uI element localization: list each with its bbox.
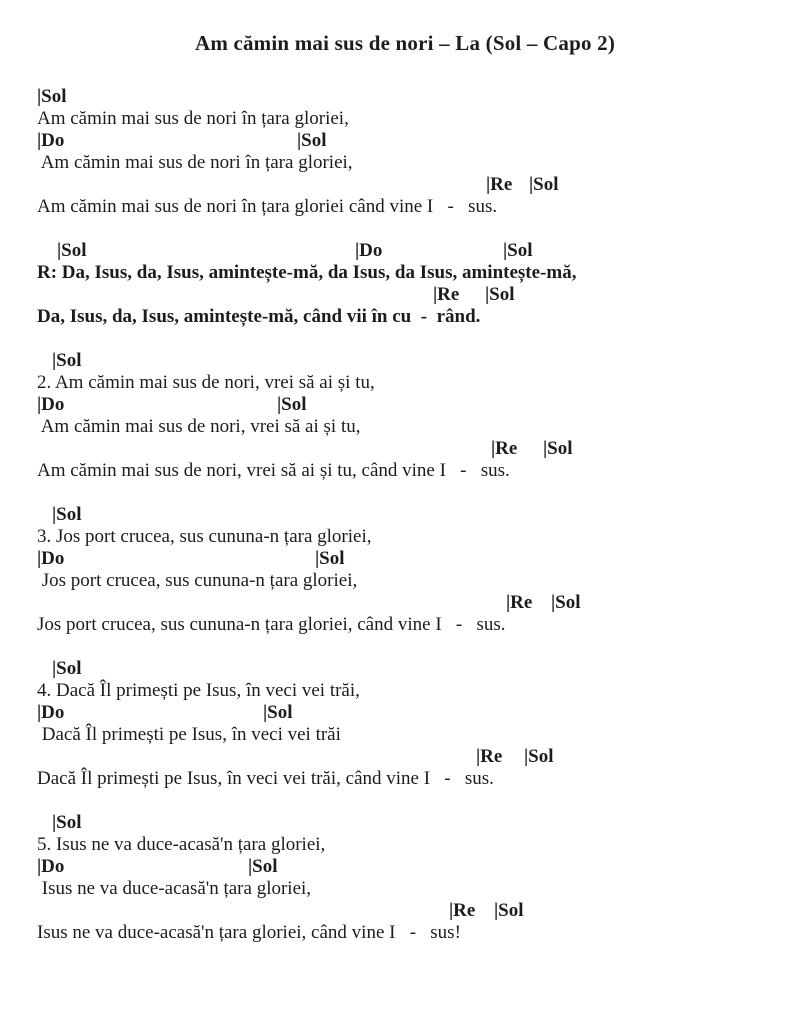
lyric-line: Dacă Îl primești pe Isus, în veci vei trăi [37,724,341,745]
chord-re: |Re [486,174,513,195]
chord-line [37,394,773,416]
chord-do: |Do [355,240,383,261]
chord-sol: |Sol [52,658,82,679]
chord-do: |Do [37,130,65,151]
lyric-line: Am cămin mai sus de nori în țara gloriei, [37,108,349,129]
chord-line [37,746,773,768]
lyric-line: Am cămin mai sus de nori, vrei să ai și tu, când vine I - sus. [37,460,510,481]
chord-line [37,240,773,262]
chord-do: |Do [37,856,65,877]
lyric-line: Dacă Îl primești pe Isus, în veci vei trăi, când vine I - sus. [37,768,494,789]
lyric-line: Isus ne va duce-acasă'n țara gloriei, [37,878,312,899]
chord-sol: |Sol [277,394,307,415]
chord-do: |Do [37,702,65,723]
section-verse-5 [37,812,773,944]
chord-line [37,350,773,372]
song-title: Am cămin mai sus de nori – La (Sol – Capo 2) [194,31,616,55]
chord-sol: |Sol [543,438,573,459]
section-verse-1 [37,86,773,218]
lyric-line: Am cămin mai sus de nori, vrei să ai și tu, [37,416,361,437]
chord-sol: |Sol [37,86,67,107]
chord-line [37,658,773,680]
chord-line [37,548,773,570]
lyric-line: Isus ne va duce-acasă'n țara gloriei, când vine I - sus! [37,922,461,943]
chord-line [37,130,773,152]
chord-do: |Do [37,394,65,415]
chord-line [37,702,773,724]
section-refrain [37,240,773,328]
lyric-line: 4. Dacă Îl primești pe Isus, în veci vei trăi, [37,680,360,701]
chord-sol: |Sol [297,130,327,151]
lyric-line: R: Da, Isus, da, Isus, amintește-mă, da Isus, da Isus, amintește-mă, [37,262,577,283]
chord-re: |Re [506,592,533,613]
chord-line [37,900,773,922]
lyric-line: Jos port crucea, sus cununa-n țara gloriei, când vine I - sus. [37,614,506,635]
chord-line [37,86,773,108]
chord-line [37,174,773,196]
lyric-line: Jos port crucea, sus cununa-n țara gloriei, [37,570,358,591]
chord-sol: |Sol [52,504,82,525]
chord-sol: |Sol [248,856,278,877]
chord-re: |Re [449,900,476,921]
chord-line [37,504,773,526]
chord-line [37,812,773,834]
section-verse-2 [37,350,773,482]
chord-sol: |Sol [52,812,82,833]
chord-sol: |Sol [315,548,345,569]
chord-re: |Re [491,438,518,459]
lyric-line: 5. Isus ne va duce-acasă'n țara gloriei, [37,834,326,855]
chord-sol: |Sol [485,284,515,305]
lyric-line: 3. Jos port crucea, sus cununa-n țara gloriei, [37,526,372,547]
lyric-line: 2. Am cămin mai sus de nori, vrei să ai și tu, [37,372,375,393]
chord-sol: |Sol [52,350,82,371]
chord-line [37,284,773,306]
chord-line [37,856,773,878]
chord-sol: |Sol [263,702,293,723]
song-body [37,86,773,944]
chord-sol: |Sol [524,746,554,767]
lyric-line: Am cămin mai sus de nori în țara gloriei, [37,152,353,173]
lyric-line: Da, Isus, da, Isus, amintește-mă, când vii în cu - rând. [37,306,481,327]
chord-sol: |Sol [57,240,87,261]
chord-re: |Re [476,746,503,767]
chord-sol: |Sol [529,174,559,195]
chord-line [37,438,773,460]
chord-sol: |Sol [551,592,581,613]
chord-do: |Do [37,548,65,569]
chord-line [37,592,773,614]
chord-sol: |Sol [494,900,524,921]
section-verse-4 [37,658,773,790]
section-verse-3 [37,504,773,636]
lyric-line: Am cămin mai sus de nori în țara gloriei când vine I - sus. [37,196,498,217]
chord-sol: |Sol [503,240,533,261]
chord-re: |Re [433,284,460,305]
